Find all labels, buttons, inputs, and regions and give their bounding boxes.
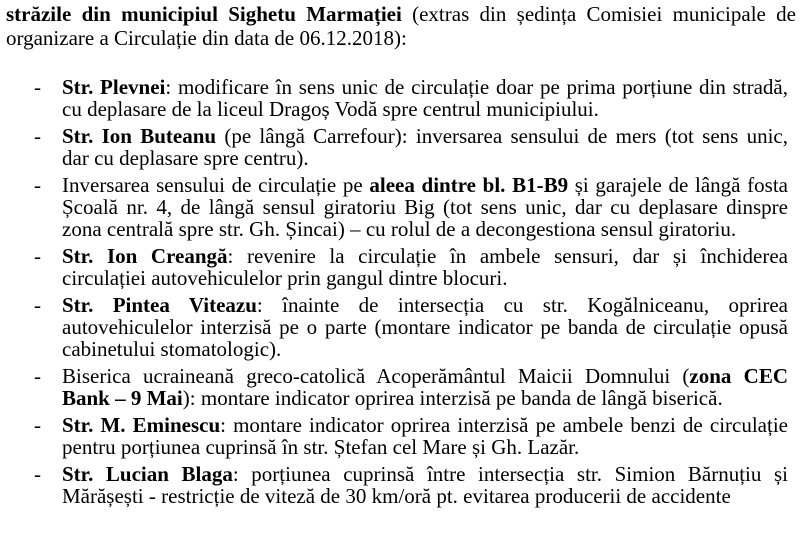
text-line xyxy=(62,436,788,458)
text-segment: circulației autovehiculelor prin gangul dintre blocuri. xyxy=(62,266,508,290)
list-item-text xyxy=(62,365,788,409)
bullet-dash: - xyxy=(34,75,41,99)
bullet-dash: - xyxy=(34,244,41,268)
text-segment: : înainte de intersecția cu str. Kogălniceanu, oprirea xyxy=(256,293,788,317)
list-item-text xyxy=(62,414,788,458)
list-item-text xyxy=(62,125,788,169)
text-segment: pentru porțiunea cuprinsă în str. Ștefan cel Mare și Gh. Lazăr. xyxy=(62,435,580,459)
text-line xyxy=(62,463,788,485)
bullet-dash: - xyxy=(34,173,41,197)
text-segment: : montare indicator oprirea interzisă pe ambele benzi de circulație xyxy=(220,413,788,437)
list-item-text xyxy=(62,463,788,507)
bold-street-name: Str. Ion Creangă xyxy=(62,244,228,268)
text-line xyxy=(62,365,788,387)
intro-line-2: organizare a Circulație din data de 06.12.2018): xyxy=(6,26,407,50)
bold-street-name: Str. Pintea Viteazu xyxy=(62,293,257,317)
bold-street-name: Str. Plevnei xyxy=(62,75,166,99)
text-segment: Biserica ucraineană greco-catolică Acoperământul Maicii Domnului ( xyxy=(62,364,690,388)
text-line xyxy=(62,245,788,267)
text-segment: cu deplasare de la liceul Dragoș Vodă spre centrul municipiului. xyxy=(62,97,599,121)
intro-rest: (extras din ședința Comisiei municipale de xyxy=(401,2,796,26)
text-segment: ): montare indicator oprirea interzisă pe banda de lângă biserică. xyxy=(182,386,723,410)
text-segment: : revenire la circulație în ambele sensuri, dar și închiderea xyxy=(227,244,788,268)
text-line xyxy=(62,294,788,316)
bullet-dash: - xyxy=(34,124,41,148)
text-line xyxy=(62,267,788,289)
text-segment: autovehiculelor interzisă pe o parte (montare indicator pe banda de circulație opusă xyxy=(62,315,788,339)
text-line xyxy=(62,147,788,169)
text-line xyxy=(62,98,788,120)
list-item xyxy=(0,125,800,169)
list-item-text xyxy=(62,294,788,360)
text-segment: dar cu deplasare spre centru). xyxy=(62,146,309,170)
text-segment: (pe lângă Carrefour): inversarea sensului de mers (tot sens unic, xyxy=(216,124,788,148)
bold-street-name: Str. Ion Buteanu xyxy=(62,124,217,148)
list-item-text xyxy=(62,76,788,120)
text-segment: Mărășești - restricție de viteză de 30 km/oră pt. evitarea producerii de accidente xyxy=(62,484,731,508)
text-line xyxy=(62,387,788,409)
bullet-dash: - xyxy=(34,364,41,388)
list-item xyxy=(0,365,800,409)
bold-street-name: Str. M. Eminescu xyxy=(62,413,221,437)
intro-line-1 xyxy=(6,2,796,26)
list-item-text xyxy=(62,174,788,240)
text-line xyxy=(62,174,788,196)
list-item-text xyxy=(62,245,788,289)
text-line xyxy=(62,485,788,507)
text-segment: Inversarea sensului de circulație pe xyxy=(62,173,370,197)
text-line xyxy=(62,338,788,360)
bold-street-name: Bank – 9 Mai xyxy=(62,386,183,410)
list-item xyxy=(0,294,800,360)
text-line xyxy=(62,196,788,218)
text-segment: : modificare în sens unic de circulație doar pe prima porțiune din stradă, xyxy=(165,75,788,99)
bold-street-name: Str. Lucian Blaga xyxy=(62,462,233,486)
text-line xyxy=(62,125,788,147)
bullet-dash: - xyxy=(34,462,41,486)
bullet-dash: - xyxy=(34,293,41,317)
bullet-dash: - xyxy=(34,413,41,437)
bold-street-name: zona CEC xyxy=(689,364,788,388)
measures-list xyxy=(0,76,800,512)
text-line xyxy=(62,316,788,338)
text-segment: zona centrală spre str. Gh. Șincai) – cu rolul de a decongestiona sensul giratoriu. xyxy=(62,217,737,241)
list-item xyxy=(0,76,800,120)
text-line xyxy=(62,414,788,436)
text-segment: Școală nr. 4, de lângă sensul giratoriu Big (tot sens unic, dar cu deplasare dinspre xyxy=(62,195,788,219)
list-item xyxy=(0,414,800,458)
text-segment: și garajele de lângă fosta xyxy=(568,173,788,197)
list-item xyxy=(0,463,800,507)
text-line xyxy=(62,76,788,98)
list-item xyxy=(0,174,800,240)
text-line xyxy=(62,218,788,240)
text-segment: cabinetului stomatologic). xyxy=(62,337,282,361)
bold-street-name: aleea dintre bl. B1-B9 xyxy=(369,173,569,197)
text-segment: : porțiunea cuprinsă între intersecția str. Simion Bărnuțiu și xyxy=(232,462,788,486)
list-item xyxy=(0,245,800,289)
intro-paragraph xyxy=(6,2,796,50)
intro-bold-heading: străzile din municipiul Sighetu Marmației xyxy=(6,2,402,26)
